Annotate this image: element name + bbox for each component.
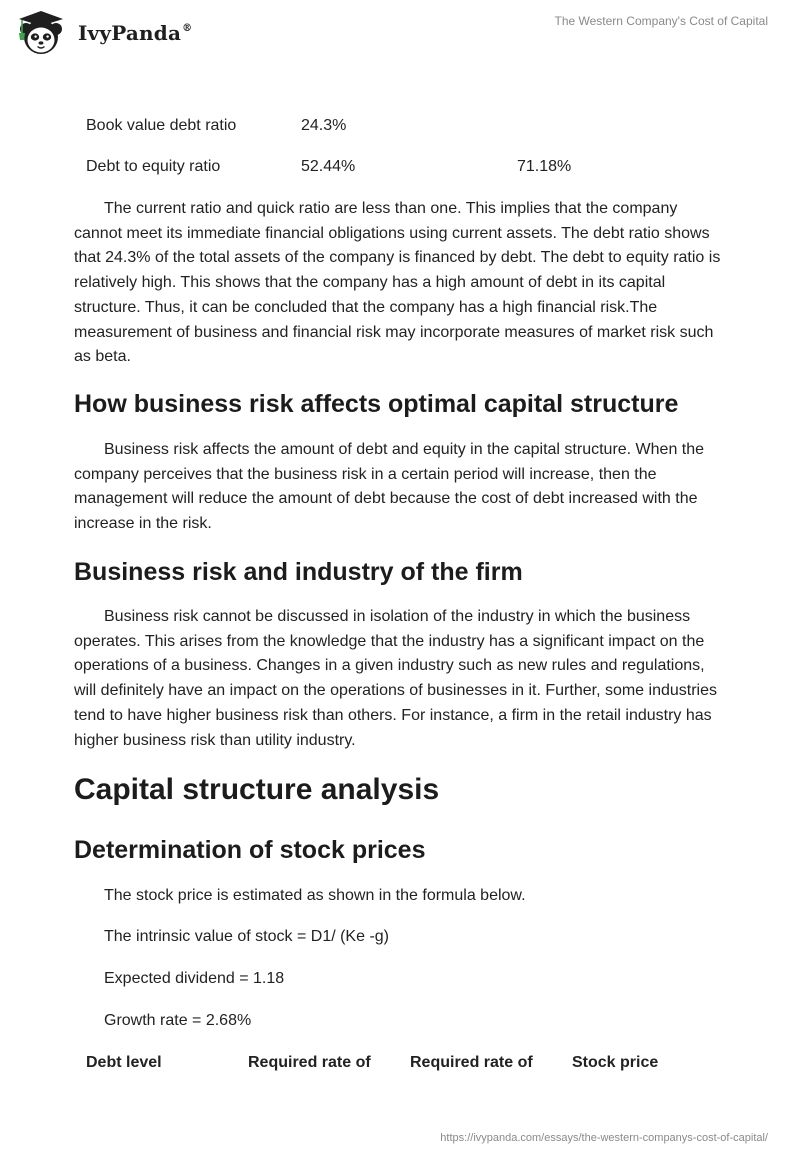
text-line: Expected dividend = 1.18	[104, 970, 285, 987]
ratio-label: Book value debt ratio	[86, 117, 237, 134]
panda-graduate-icon	[16, 9, 68, 57]
ratio-value-2: 71.18%	[517, 158, 572, 175]
document-title: The Western Company's Cost of Capital	[554, 14, 768, 28]
column-header: Required rate of	[248, 1054, 371, 1071]
ivypanda-logo[interactable]	[16, 8, 196, 58]
ratio-label: Debt to equity ratio	[86, 158, 221, 175]
section-heading: Business risk and industry of the firm	[74, 558, 523, 586]
section-heading: Determination of stock prices	[74, 836, 426, 864]
paragraph: The current ratio and quick ratio are less than one. This implies that the company cannot meet its immediate financial obligations using current assets. The debt ratio shows that 24.3% of the total assets of the company is financed by debt. The debt to equity ratio is relatively high. This shows that the company has a high amount of debt in its capital structure. Thus, it can be concluded that the company has a high financial risk.The measurement of business and financial risk may incorporate measures of market risk such as beta.	[74, 200, 721, 366]
paragraph: Business risk affects the amount of debt and equity in the capital structure. When the company perceives that the business risk in a certain period will increase, then the management will reduce the amount of debt because the cost of debt increased with the increase in the risk.	[74, 441, 705, 533]
text-line: The stock price is estimated as shown in the formula below.	[104, 887, 526, 904]
paragraph: Business risk cannot be discussed in isolation of the industry in which the business operates. This arises from the knowledge that the industry has a significant impact on the operations of a business. Changes in a given industry such as new rules and regulations, will definitely have an impact on the operations of businesses in it. Further, some industries tend to have higher business risk than others. For instance, a firm in the retail industry has higher business risk than utility industry.	[74, 608, 717, 749]
brand-name: IvyPanda®	[78, 21, 193, 45]
source-url[interactable]: https://ivypanda.com/essays/the-western-companys-cost-of-capital/	[440, 1132, 768, 1144]
text-line: The intrinsic value of stock = D1/ (Ke -g)	[104, 928, 389, 945]
column-header: Required rate of	[410, 1054, 533, 1071]
section-heading: How business risk affects optimal capital structure	[74, 390, 679, 418]
column-header: Debt level	[86, 1054, 162, 1071]
text-line: Growth rate = 2.68%	[104, 1012, 252, 1029]
ratio-value: 24.3%	[301, 117, 347, 134]
ratio-value: 52.44%	[301, 158, 356, 175]
chapter-title: Capital structure analysis	[74, 773, 440, 806]
page-header	[0, 0, 800, 70]
column-header: Stock price	[572, 1054, 659, 1071]
